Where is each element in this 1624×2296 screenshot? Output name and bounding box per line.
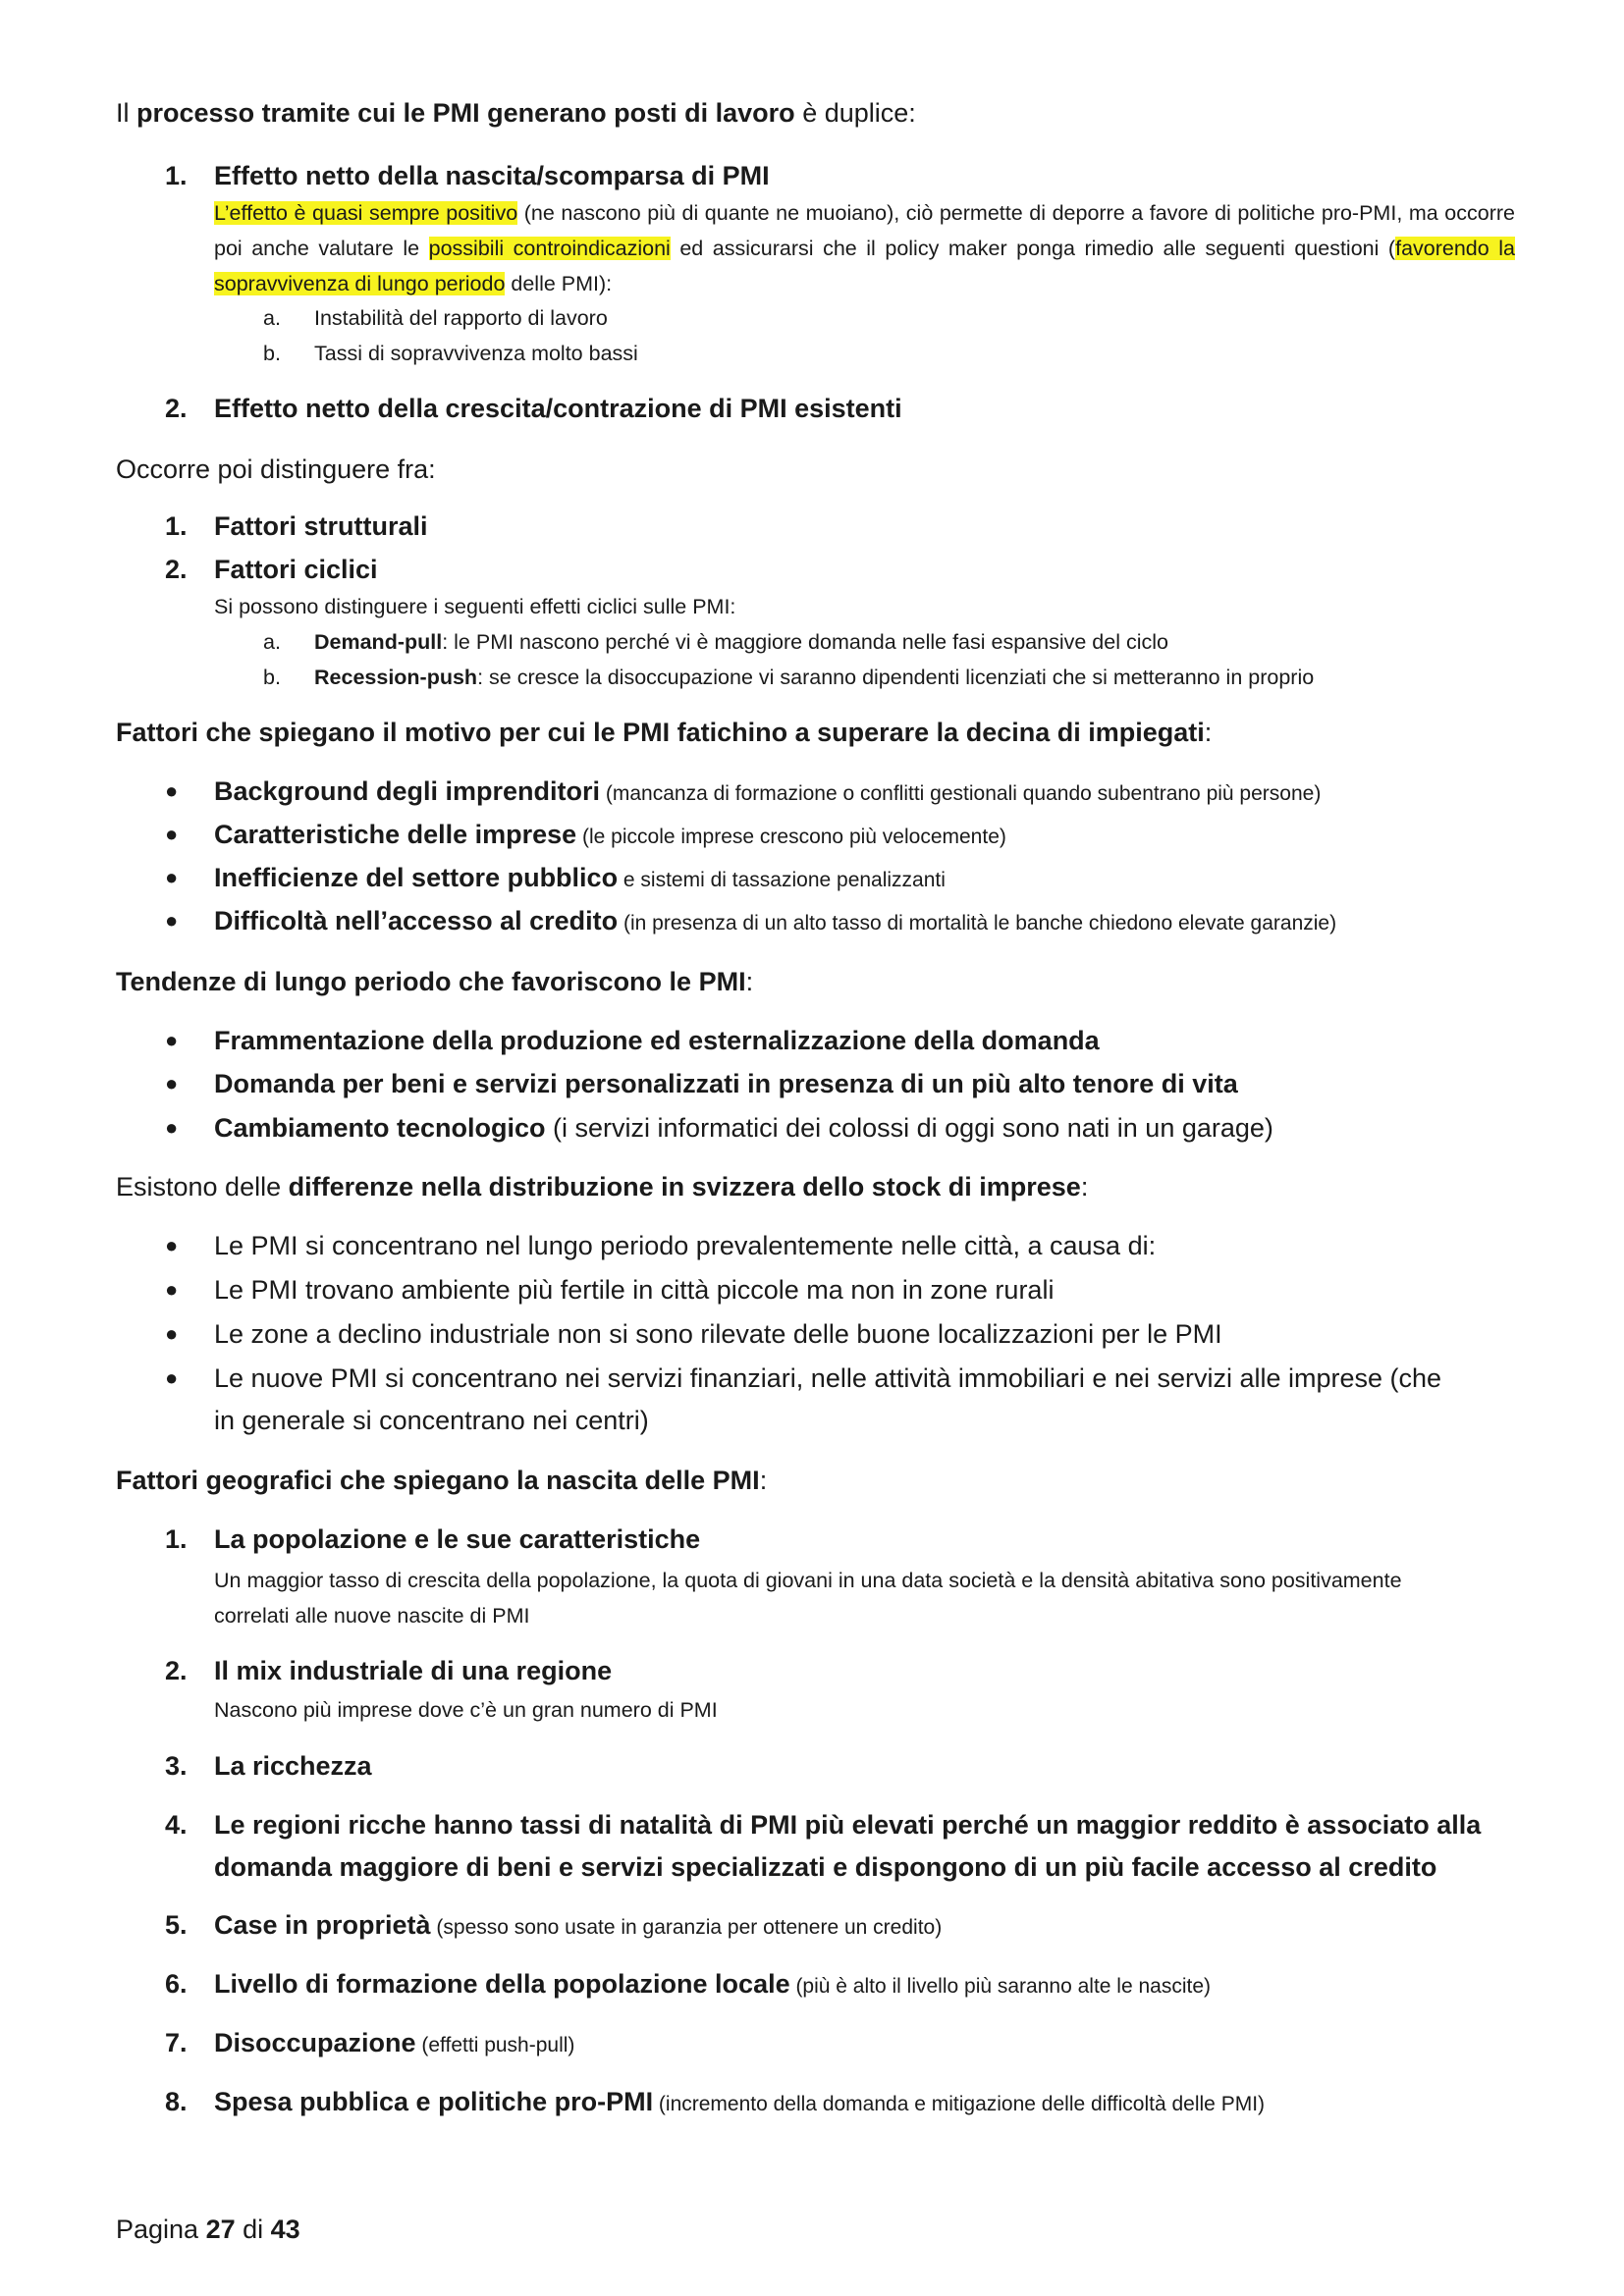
list-item-title: Fattori ciclici — [214, 555, 378, 584]
bullet-item: Inefficienze del settore pubblico e sistemi di tassazione penalizzanti — [214, 863, 946, 892]
sub-letter: b. — [263, 666, 281, 689]
bullet-icon: ● — [165, 1277, 179, 1302]
ciclici-intro: Si possono distinguere i seguenti effetti ciclici sulle PMI: — [214, 595, 736, 618]
list-item: Disoccupazione (effetti push-pull) — [214, 2028, 575, 2057]
list-number: 5. — [165, 1910, 188, 1940]
bullet-icon: ● — [165, 865, 179, 889]
list-item: Livello di formazione della popolazione locale (più è alto il livello più saranno alte le nascite) — [214, 1969, 1212, 1999]
bullet-item: Difficoltà nell’accesso al credito (in presenza di un alto tasso di mortalità le banche chiedono elevate garanzie) — [214, 906, 1337, 935]
highlight: possibili controindicazioni — [428, 237, 671, 260]
bullet-icon: ● — [165, 778, 179, 803]
highlight: favorendo la sopravvivenza di lungo periodo — [214, 237, 1515, 295]
bullet-icon: ● — [165, 1115, 179, 1140]
intro-bold: processo tramite cui le PMI generano posti di lavoro — [136, 98, 795, 128]
sub-letter: a. — [263, 306, 281, 330]
sub-item: Tassi di sopravvivenza molto bassi — [314, 342, 638, 365]
list-item-title: Il mix industriale di una regione — [214, 1656, 613, 1685]
bullet-item: Le PMI trovano ambiente più fertile in città piccole ma non in zone rurali — [214, 1275, 1055, 1305]
list-number: 7. — [165, 2028, 188, 2057]
bullet-item: Le zone a declino industriale non si sono rilevate delle buone localizzazioni per le PMI — [214, 1319, 1222, 1349]
section-heading: Fattori che spiegano il motivo per cui le PMI fatichino a superare la decina di impiegati: — [116, 718, 1213, 747]
section-heading: Fattori geografici che spiegano la nascita delle PMI: — [116, 1466, 768, 1495]
sub-letter: a. — [263, 630, 281, 654]
sub-item: Demand-pull: le PMI nascono perché vi è maggiore domanda nelle fasi espansive del ciclo — [314, 630, 1168, 654]
page-footer: Pagina 27 di 43 — [116, 2215, 300, 2244]
list-item-title: Le regioni ricche hanno tassi di natalità di PMI più elevati perché un maggior reddito è associato alla — [214, 1810, 1482, 1840]
page-number: 27 — [205, 2215, 236, 2244]
differenze-intro: Esistono delle differenze nella distribuzione in svizzera dello stock di imprese: — [116, 1172, 1089, 1201]
bullet-item: Le PMI si concentrano nel lungo periodo prevalentemente nelle città, a causa di: — [214, 1231, 1157, 1260]
item-description: Un maggior tasso di crescita della popolazione, la quota di giovani in una data società e la densità abitativa sono positivamente — [214, 1569, 1402, 1592]
bullet-icon: ● — [165, 1028, 179, 1052]
list-number: 2. — [165, 1656, 188, 1685]
list-item-title: Effetto netto della crescita/contrazione di PMI esistenti — [214, 394, 902, 423]
list-number: 2. — [165, 555, 188, 584]
section-heading: Tendenze di lungo periodo che favoriscono le PMI: — [116, 967, 754, 996]
list-number: 6. — [165, 1969, 188, 1999]
item-description: Nascono più imprese dove c’è un gran numero di PMI — [214, 1698, 718, 1722]
highlight: L’effetto è quasi sempre positivo — [214, 201, 518, 225]
bullet-icon: ● — [165, 1321, 179, 1346]
list-item-title: La popolazione e le sue caratteristiche — [214, 1524, 701, 1554]
list-number: 1. — [165, 511, 188, 541]
list-item-title: Fattori strutturali — [214, 511, 428, 541]
item-description: correlati alle nuove nascite di PMI — [214, 1604, 530, 1628]
bullet-icon: ● — [165, 822, 179, 846]
sub-item: Recession-push: se cresce la disoccupazione vi saranno dipendenti licenziati che si metteranno in proprio — [314, 666, 1315, 689]
sub-letter: b. — [263, 342, 281, 365]
list-number: 1. — [165, 1524, 188, 1554]
list-item-title: La ricchezza — [214, 1751, 372, 1781]
list-item-title-continued: domanda maggiore di beni e servizi specializzati e dispongono di un più facile accesso al credito — [214, 1852, 1437, 1882]
list-number: 4. — [165, 1810, 188, 1840]
list-item: Case in proprietà (spesso sono usate in garanzia per ottenere un credito) — [214, 1910, 943, 1940]
bullet-item: Caratteristiche delle imprese (le piccole imprese crescono più velocemente) — [214, 820, 1006, 849]
sub-item: Instabilità del rapporto di lavoro — [314, 306, 608, 330]
bullet-item: Background degli imprenditori (mancanza di formazione o conflitti gestionali quando subentrano più persone) — [214, 776, 1322, 806]
list-number: 1. — [165, 161, 188, 190]
bullet-item-continued: in generale si concentrano nei centri) — [214, 1406, 649, 1435]
bullet-icon: ● — [165, 908, 179, 933]
bullet-icon: ● — [165, 1233, 179, 1257]
bullet-item: Cambiamento tecnologico (i servizi informatici dei colossi di oggi sono nati in un garage) — [214, 1113, 1273, 1143]
bullet-icon: ● — [165, 1071, 179, 1095]
list-number: 2. — [165, 394, 188, 423]
page-total: 43 — [270, 2215, 300, 2244]
bullet-item: Frammentazione della produzione ed esternalizzazione della domanda — [214, 1026, 1100, 1055]
bullet-item: Domanda per beni e servizi personalizzati in presenza di un più alto tenore di vita — [214, 1069, 1238, 1098]
intro-paragraph: Il processo tramite cui le PMI generano posti di lavoro è duplice: — [116, 98, 916, 128]
effetto-paragraph: L’effetto è quasi sempre positivo (ne nascono più di quante ne muoiano), ciò permette di deporre a favore di politiche pro-PMI, ma occorre poi anche valutare le possibili controindicazioni ed assicurarsi che il policy maker ponga rimedio alle seguenti questioni (favorendo la sopravvivenza di lungo periodo delle PMI): — [214, 201, 1515, 295]
distinguere-intro: Occorre poi distinguere fra: — [116, 454, 436, 484]
bullet-item: Le nuove PMI si concentrano nei servizi finanziari, nelle attività immobiliari e nei servizi alle imprese (che — [214, 1363, 1442, 1393]
list-number: 3. — [165, 1751, 188, 1781]
list-item-title: Effetto netto della nascita/scomparsa di PMI — [214, 161, 770, 190]
list-item: Spesa pubblica e politiche pro-PMI (incremento della domanda e mitigazione delle difficoltà delle PMI) — [214, 2087, 1266, 2116]
list-number: 8. — [165, 2087, 188, 2116]
bullet-icon: ● — [165, 1365, 179, 1390]
